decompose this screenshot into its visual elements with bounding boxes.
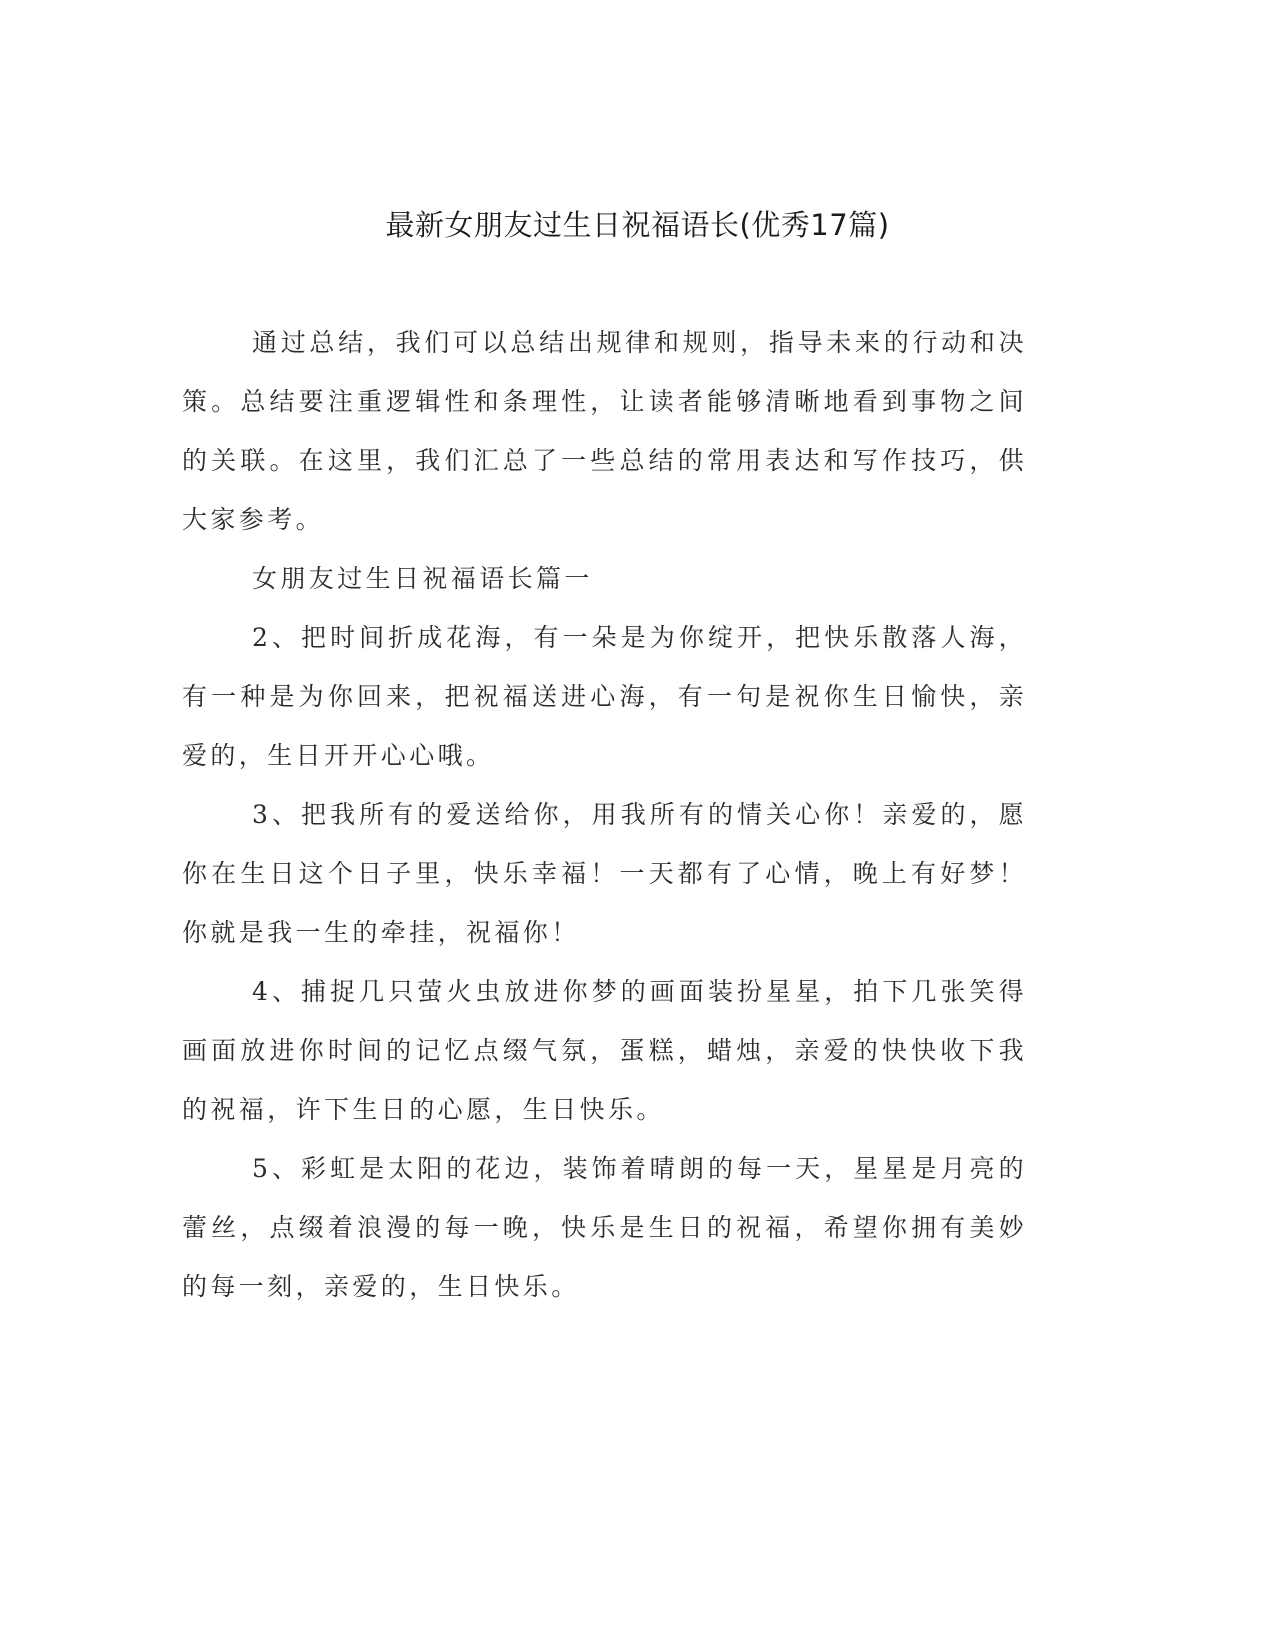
wish-paragraph-4: 4、捕捉几只萤火虫放进你梦的画面装扮星星，拍下几张笑得画面放进你时间的记忆点缀气氛，蛋糕，蜡烛，亲爱的快快收下我的祝福，许下生日的心愿，生日快乐。	[182, 977, 1027, 1124]
document-body	[182, 313, 1027, 1316]
intro-paragraph: 通过总结，我们可以总结出规律和规则，指导未来的行动和决策。总结要注重逻辑性和条理性，让读者能够清晰地看到事物之间的关联。在这里，我们汇总了一些总结的常用表达和写作技巧，供大家参考。	[182, 328, 1027, 534]
section-heading: 女朋友过生日祝福语长篇一	[252, 564, 593, 593]
wish-paragraph-2: 2、把时间折成花海，有一朵是为你绽开，把快乐散落人海，有一种是为你回来，把祝福送进心海，有一句是祝你生日愉快，亲爱的，生日开开心心哦。	[182, 623, 1027, 770]
wish-paragraph-3: 3、把我所有的爱送给你，用我所有的情关心你！亲爱的，愿你在生日这个日子里，快乐幸福！一天都有了心情，晚上有好梦！你就是我一生的牵挂，祝福你！	[182, 800, 1027, 947]
wish-paragraph-5: 5、彩虹是太阳的花边，装饰着晴朗的每一天，星星是月亮的蕾丝，点缀着浪漫的每一晚，快乐是生日的祝福，希望你拥有美妙的每一刻，亲爱的，生日快乐。	[182, 1154, 1027, 1301]
document-title: 最新女朋友过生日祝福语长(优秀17篇)	[385, 208, 890, 242]
